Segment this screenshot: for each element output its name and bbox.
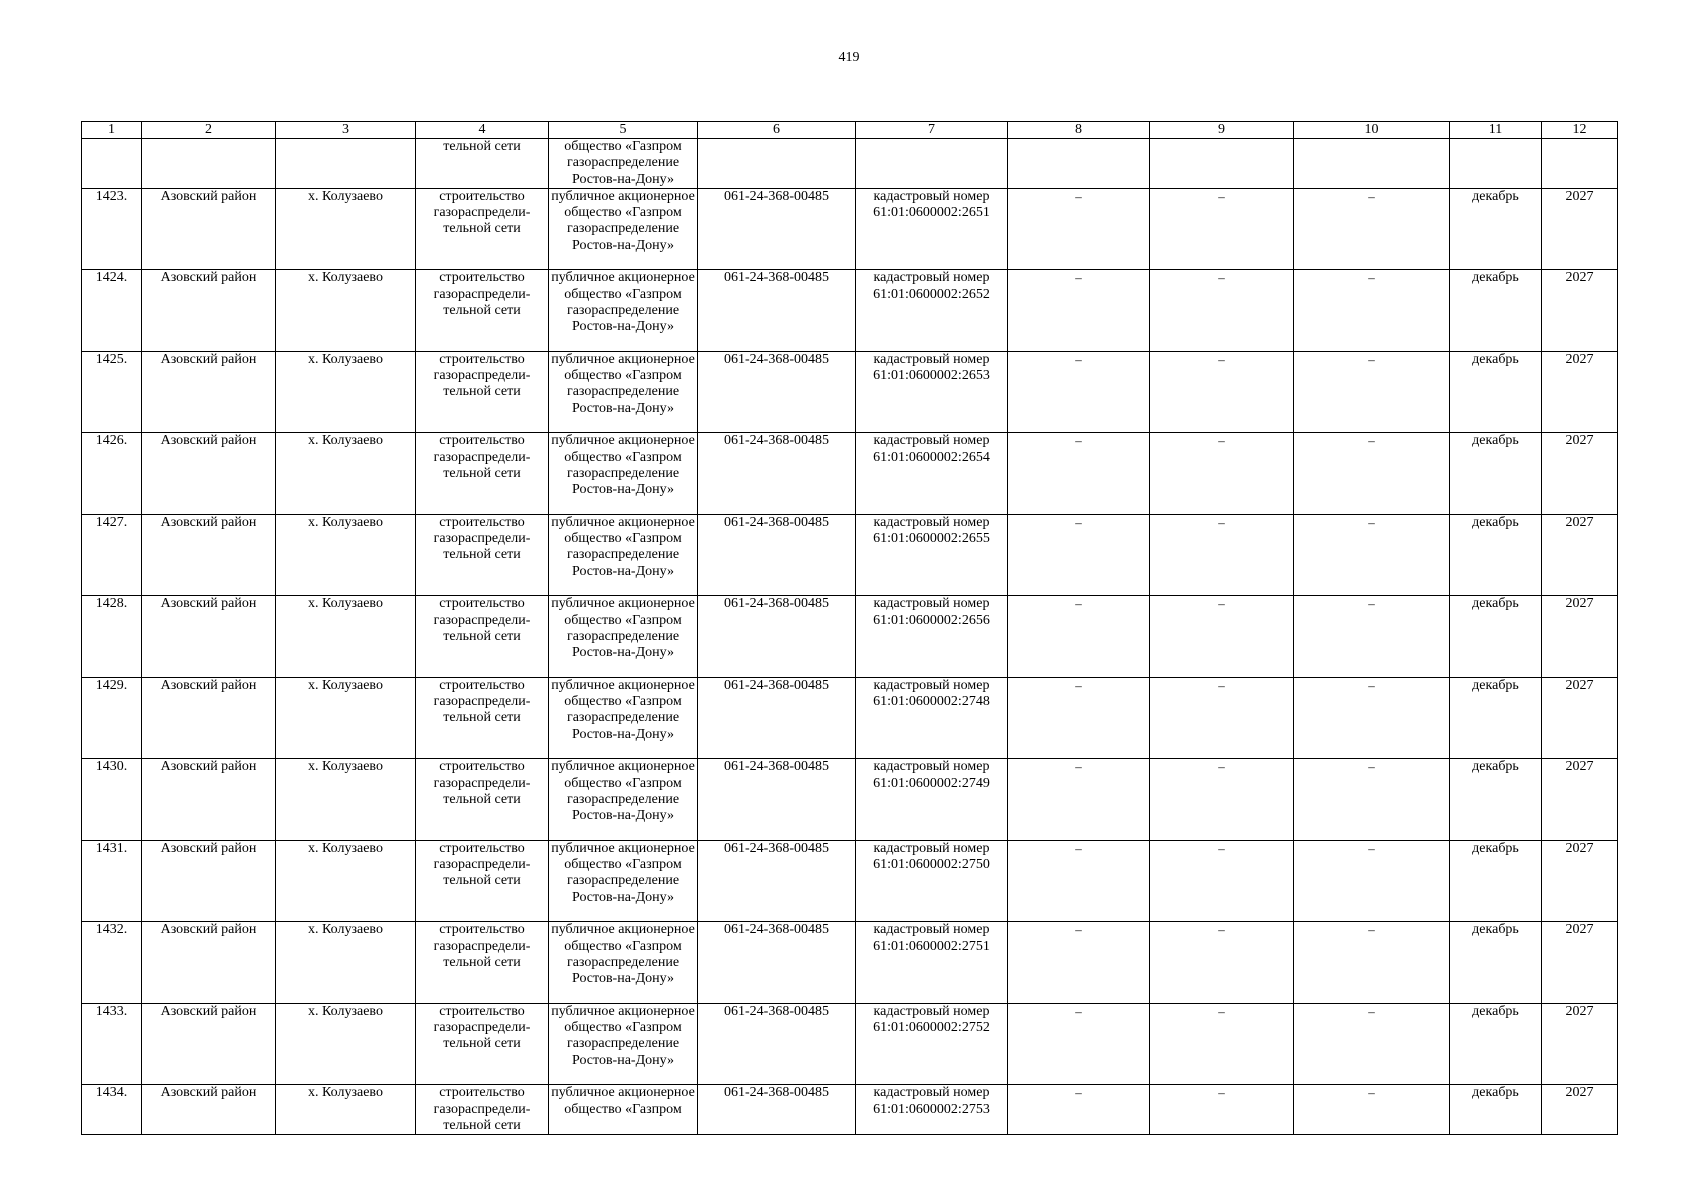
cell-col8 xyxy=(1008,139,1150,189)
cell-code: 061-24-368-00485 xyxy=(698,270,856,352)
header-col-2: 2 xyxy=(142,122,276,139)
table-header xyxy=(82,122,1618,139)
cell-work: строительство газораспредели-тельной сети xyxy=(416,351,549,433)
table-row xyxy=(82,759,1618,841)
cell-org: публичное акционерное общество «Газпром газораспределение Ростов-на-Дону» xyxy=(549,351,698,433)
cell-locality: х. Колузаево xyxy=(276,596,416,678)
cell-work: строительство газораспредели-тельной сети xyxy=(416,759,549,841)
cell-col9 xyxy=(1150,139,1294,189)
cell-month: декабрь xyxy=(1450,1003,1542,1085)
cell-cadastre: кадастровый номер 61:01:0600002:2748 xyxy=(856,677,1008,759)
cell-year: 2027 xyxy=(1542,188,1618,270)
cell-work: строительство газораспредели-тельной сети xyxy=(416,514,549,596)
cell-code: 061-24-368-00485 xyxy=(698,677,856,759)
cell-work: строительство газораспредели-тельной сети xyxy=(416,596,549,678)
cell-org: публичное акционерное общество «Газпром xyxy=(549,1085,698,1135)
cell-col9: – xyxy=(1150,677,1294,759)
cell-code: 061-24-368-00485 xyxy=(698,433,856,515)
cell-col10: – xyxy=(1294,677,1450,759)
cell-cadastre: кадастровый номер 61:01:0600002:2652 xyxy=(856,270,1008,352)
cell-num: 1433. xyxy=(82,1003,142,1085)
cell-num: 1423. xyxy=(82,188,142,270)
cell-col8: – xyxy=(1008,433,1150,515)
cell-col9: – xyxy=(1150,922,1294,1004)
header-col-9: 9 xyxy=(1150,122,1294,139)
cell-cadastre: кадастровый номер 61:01:0600002:2750 xyxy=(856,840,1008,922)
cell-year: 2027 xyxy=(1542,596,1618,678)
cell-col8: – xyxy=(1008,351,1150,433)
table-row-continuation xyxy=(82,139,1618,189)
cell-num: 1434. xyxy=(82,1085,142,1135)
cell-work: строительство газораспредели-тельной сети xyxy=(416,1085,549,1135)
cell-year: 2027 xyxy=(1542,514,1618,596)
cell-col8: – xyxy=(1008,1003,1150,1085)
cell-col10: – xyxy=(1294,351,1450,433)
cell-code: 061-24-368-00485 xyxy=(698,840,856,922)
cell-col9: – xyxy=(1150,759,1294,841)
header-col-6: 6 xyxy=(698,122,856,139)
table-row xyxy=(82,840,1618,922)
cell-col10: – xyxy=(1294,433,1450,515)
cell-col10: – xyxy=(1294,188,1450,270)
cell-year: 2027 xyxy=(1542,759,1618,841)
cell-org: публичное акционерное общество «Газпром газораспределение Ростов-на-Дону» xyxy=(549,270,698,352)
cell-cadastre: кадастровый номер 61:01:0600002:2753 xyxy=(856,1085,1008,1135)
table-row xyxy=(82,596,1618,678)
cell-org: публичное акционерное общество «Газпром газораспределение Ростов-на-Дону» xyxy=(549,514,698,596)
cell-month: декабрь xyxy=(1450,351,1542,433)
cell-code xyxy=(698,139,856,189)
cell-locality: х. Колузаево xyxy=(276,677,416,759)
cell-num: 1428. xyxy=(82,596,142,678)
cell-col10: – xyxy=(1294,759,1450,841)
cell-month: декабрь xyxy=(1450,922,1542,1004)
header-col-1: 1 xyxy=(82,122,142,139)
cell-col10: – xyxy=(1294,922,1450,1004)
header-col-10: 10 xyxy=(1294,122,1450,139)
cell-code: 061-24-368-00485 xyxy=(698,514,856,596)
cell-org: публичное акционерное общество «Газпром газораспределение Ростов-на-Дону» xyxy=(549,840,698,922)
table-body xyxy=(82,139,1618,1135)
cell-locality xyxy=(276,139,416,189)
cell-col8: – xyxy=(1008,840,1150,922)
table-row xyxy=(82,188,1618,270)
header-col-5: 5 xyxy=(549,122,698,139)
cell-district: Азовский район xyxy=(142,514,276,596)
cell-district: Азовский район xyxy=(142,1003,276,1085)
table-row xyxy=(82,1003,1618,1085)
cell-org: публичное акционерное общество «Газпром газораспределение Ростов-на-Дону» xyxy=(549,1003,698,1085)
header-col-4: 4 xyxy=(416,122,549,139)
header-row xyxy=(82,122,1618,139)
cell-col8: – xyxy=(1008,677,1150,759)
table-row xyxy=(82,351,1618,433)
cell-col8: – xyxy=(1008,514,1150,596)
cell-code: 061-24-368-00485 xyxy=(698,596,856,678)
cell-work: строительство газораспредели-тельной сети xyxy=(416,270,549,352)
cell-code: 061-24-368-00485 xyxy=(698,1003,856,1085)
header-col-12: 12 xyxy=(1542,122,1618,139)
cell-work: строительство газораспредели-тельной сети xyxy=(416,677,549,759)
cell-col8: – xyxy=(1008,188,1150,270)
cell-month: декабрь xyxy=(1450,596,1542,678)
header-col-7: 7 xyxy=(856,122,1008,139)
table-row xyxy=(82,677,1618,759)
cell-locality: х. Колузаево xyxy=(276,759,416,841)
cell-district: Азовский район xyxy=(142,922,276,1004)
cell-cadastre: кадастровый номер 61:01:0600002:2749 xyxy=(856,759,1008,841)
cell-org: публичное акционерное общество «Газпром газораспределение Ростов-на-Дону» xyxy=(549,433,698,515)
cell-col9: – xyxy=(1150,596,1294,678)
cell-num: 1427. xyxy=(82,514,142,596)
cell-work: строительство газораспредели-тельной сети xyxy=(416,1003,549,1085)
cell-col9: – xyxy=(1150,270,1294,352)
cell-month: декабрь xyxy=(1450,433,1542,515)
cell-work: строительство газораспредели-тельной сети xyxy=(416,188,549,270)
cell-work: строительство газораспредели-тельной сети xyxy=(416,922,549,1004)
cell-district: Азовский район xyxy=(142,188,276,270)
cell-col10: – xyxy=(1294,840,1450,922)
cell-col9: – xyxy=(1150,351,1294,433)
cell-month: декабрь xyxy=(1450,514,1542,596)
cell-col8: – xyxy=(1008,922,1150,1004)
header-col-3: 3 xyxy=(276,122,416,139)
cell-district: Азовский район xyxy=(142,1085,276,1135)
cell-code: 061-24-368-00485 xyxy=(698,759,856,841)
cell-year: 2027 xyxy=(1542,922,1618,1004)
cell-col10: – xyxy=(1294,514,1450,596)
cell-district: Азовский район xyxy=(142,840,276,922)
cell-district: Азовский район xyxy=(142,596,276,678)
cell-code: 061-24-368-00485 xyxy=(698,351,856,433)
cell-locality: х. Колузаево xyxy=(276,1003,416,1085)
cell-num xyxy=(82,139,142,189)
cell-col8: – xyxy=(1008,1085,1150,1135)
cell-col9: – xyxy=(1150,188,1294,270)
cell-cadastre xyxy=(856,139,1008,189)
cell-district: Азовский район xyxy=(142,270,276,352)
cell-col10: – xyxy=(1294,1085,1450,1135)
cell-year: 2027 xyxy=(1542,433,1618,515)
cell-num: 1425. xyxy=(82,351,142,433)
cell-col9: – xyxy=(1150,433,1294,515)
cell-col10 xyxy=(1294,139,1450,189)
cell-year: 2027 xyxy=(1542,270,1618,352)
cell-district: Азовский район xyxy=(142,433,276,515)
cell-district: Азовский район xyxy=(142,759,276,841)
cell-month: декабрь xyxy=(1450,759,1542,841)
cell-code: 061-24-368-00485 xyxy=(698,188,856,270)
table-row xyxy=(82,1085,1618,1135)
cell-cadastre: кадастровый номер 61:01:0600002:2653 xyxy=(856,351,1008,433)
table-row xyxy=(82,433,1618,515)
cell-locality: х. Колузаево xyxy=(276,188,416,270)
cell-locality: х. Колузаево xyxy=(276,270,416,352)
cell-col9: – xyxy=(1150,840,1294,922)
cell-month: декабрь xyxy=(1450,677,1542,759)
cell-cadastre: кадастровый номер 61:01:0600002:2656 xyxy=(856,596,1008,678)
cell-cadastre: кадастровый номер 61:01:0600002:2751 xyxy=(856,922,1008,1004)
cell-locality: х. Колузаево xyxy=(276,514,416,596)
cell-col9: – xyxy=(1150,514,1294,596)
cell-month: декабрь xyxy=(1450,270,1542,352)
cell-col10: – xyxy=(1294,596,1450,678)
cell-month: декабрь xyxy=(1450,188,1542,270)
cell-col8: – xyxy=(1008,759,1150,841)
cell-month: декабрь xyxy=(1450,840,1542,922)
cell-col10: – xyxy=(1294,270,1450,352)
register-table xyxy=(81,121,1618,1135)
cell-month: декабрь xyxy=(1450,1085,1542,1135)
cell-locality: х. Колузаево xyxy=(276,351,416,433)
cell-locality: х. Колузаево xyxy=(276,1085,416,1135)
cell-num: 1431. xyxy=(82,840,142,922)
cell-locality: х. Колузаево xyxy=(276,922,416,1004)
cell-year: 2027 xyxy=(1542,1085,1618,1135)
cell-col8: – xyxy=(1008,270,1150,352)
cell-num: 1429. xyxy=(82,677,142,759)
cell-year: 2027 xyxy=(1542,351,1618,433)
table-row xyxy=(82,922,1618,1004)
cell-org: публичное акционерное общество «Газпром газораспределение Ростов-на-Дону» xyxy=(549,759,698,841)
cell-num: 1424. xyxy=(82,270,142,352)
cell-year xyxy=(1542,139,1618,189)
cell-org: общество «Газпром газораспределение Ростов-на-Дону» xyxy=(549,139,698,189)
cell-num: 1426. xyxy=(82,433,142,515)
cell-work: строительство газораспредели-тельной сети xyxy=(416,433,549,515)
cell-locality: х. Колузаево xyxy=(276,840,416,922)
cell-num: 1432. xyxy=(82,922,142,1004)
page-number: 419 xyxy=(838,50,860,65)
cell-month xyxy=(1450,139,1542,189)
cell-col9: – xyxy=(1150,1085,1294,1135)
cell-cadastre: кадастровый номер 61:01:0600002:2654 xyxy=(856,433,1008,515)
table-row xyxy=(82,270,1618,352)
cell-org: публичное акционерное общество «Газпром газораспределение Ростов-на-Дону» xyxy=(549,188,698,270)
cell-org: публичное акционерное общество «Газпром газораспределение Ростов-на-Дону» xyxy=(549,677,698,759)
cell-col9: – xyxy=(1150,1003,1294,1085)
cell-district: Азовский район xyxy=(142,351,276,433)
cell-org: публичное акционерное общество «Газпром газораспределение Ростов-на-Дону» xyxy=(549,596,698,678)
cell-district xyxy=(142,139,276,189)
cell-work: строительство газораспредели-тельной сети xyxy=(416,840,549,922)
cell-work: тельной сети xyxy=(416,139,549,189)
cell-cadastre: кадастровый номер 61:01:0600002:2655 xyxy=(856,514,1008,596)
cell-locality: х. Колузаево xyxy=(276,433,416,515)
header-col-8: 8 xyxy=(1008,122,1150,139)
cell-district: Азовский район xyxy=(142,677,276,759)
table-row xyxy=(82,514,1618,596)
cell-code: 061-24-368-00485 xyxy=(698,922,856,1004)
cell-code: 061-24-368-00485 xyxy=(698,1085,856,1135)
cell-col8: – xyxy=(1008,596,1150,678)
cell-year: 2027 xyxy=(1542,1003,1618,1085)
cell-cadastre: кадастровый номер 61:01:0600002:2651 xyxy=(856,188,1008,270)
cell-org: публичное акционерное общество «Газпром газораспределение Ростов-на-Дону» xyxy=(549,922,698,1004)
header-col-11: 11 xyxy=(1450,122,1542,139)
cell-cadastre: кадастровый номер 61:01:0600002:2752 xyxy=(856,1003,1008,1085)
cell-year: 2027 xyxy=(1542,840,1618,922)
cell-year: 2027 xyxy=(1542,677,1618,759)
cell-num: 1430. xyxy=(82,759,142,841)
cell-col10: – xyxy=(1294,1003,1450,1085)
